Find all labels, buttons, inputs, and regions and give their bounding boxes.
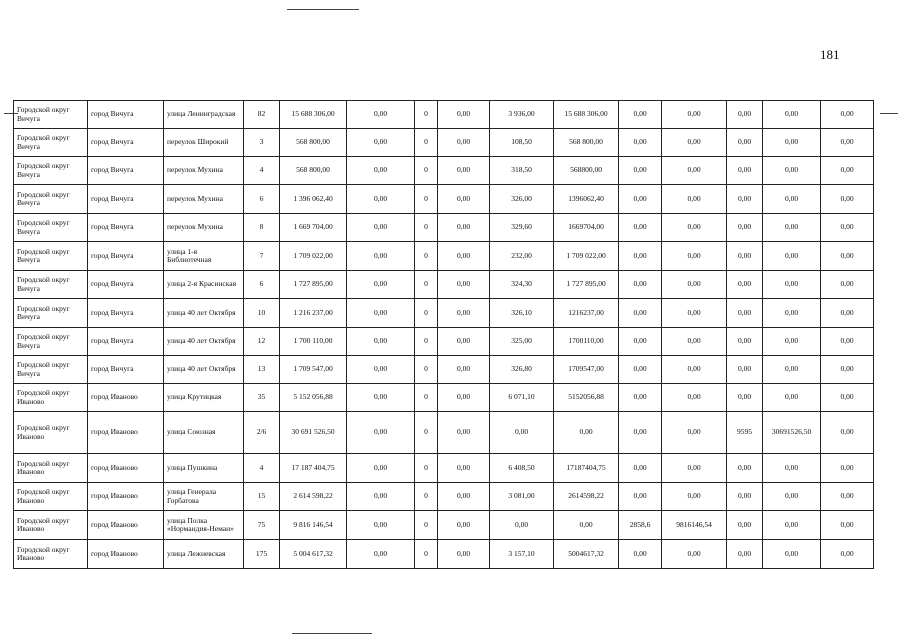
cell-house-number: 15	[244, 483, 280, 511]
cell-col-13: 0,00	[727, 356, 763, 384]
cell-col-10: 1 709 022,00	[554, 242, 619, 271]
cell-settlement: город Вичуга	[88, 101, 164, 129]
cell-total-cost: 1 709 547,00	[280, 356, 347, 384]
cell-col-11: 0,00	[619, 101, 662, 129]
cell-col-13: 0,00	[727, 129, 763, 157]
cell-total-cost: 568 800,00	[280, 157, 347, 185]
cell-col-15: 0,00	[821, 299, 874, 328]
cell-col-15: 0,00	[821, 157, 874, 185]
cell-col-12: 9816146,54	[662, 511, 727, 540]
table-row	[14, 101, 874, 129]
cell-total-cost: 1 216 237,00	[280, 299, 347, 328]
cell-settlement: город Вичуга	[88, 214, 164, 242]
cell-col-6: 0,00	[347, 299, 415, 328]
table-row	[14, 540, 874, 569]
cell-col-12: 0,00	[662, 185, 727, 214]
cell-col-11: 0,00	[619, 328, 662, 356]
scan-artifact-right	[880, 113, 898, 114]
cell-house-number: 4	[244, 157, 280, 185]
cell-col-14: 0,00	[763, 328, 821, 356]
cell-house-number: 13	[244, 356, 280, 384]
table-row	[14, 129, 874, 157]
cell-total-cost: 30 691 526,50	[280, 412, 347, 454]
cell-col-8: 0,00	[438, 384, 490, 412]
cell-col-6: 0,00	[347, 101, 415, 129]
cell-col-14: 0,00	[763, 454, 821, 483]
cell-col-8: 0,00	[438, 214, 490, 242]
cell-col-15: 0,00	[821, 101, 874, 129]
cell-district: Городской округ Вичуга	[14, 328, 88, 356]
cell-col-13: 0,00	[727, 242, 763, 271]
cell-col-8: 0,00	[438, 157, 490, 185]
cell-area: 6 071,10	[490, 384, 554, 412]
cell-col-7: 0	[415, 214, 438, 242]
cell-col-15: 0,00	[821, 185, 874, 214]
table-row	[14, 214, 874, 242]
cell-col-8: 0,00	[438, 129, 490, 157]
table-row	[14, 271, 874, 299]
cell-col-7: 0	[415, 271, 438, 299]
cell-col-14: 0,00	[763, 356, 821, 384]
cell-area: 326,00	[490, 185, 554, 214]
cell-col-13: 0,00	[727, 185, 763, 214]
cell-total-cost: 17 187 404,75	[280, 454, 347, 483]
cell-col-10: 15 688 306,00	[554, 101, 619, 129]
cell-house-number: 82	[244, 101, 280, 129]
cell-area: 0,00	[490, 412, 554, 454]
cell-col-7: 0	[415, 101, 438, 129]
cell-col-8: 0,00	[438, 356, 490, 384]
cell-total-cost: 15 688 306,00	[280, 101, 347, 129]
cell-col-12: 0,00	[662, 412, 727, 454]
cell-area: 3 157,10	[490, 540, 554, 569]
table-row	[14, 356, 874, 384]
cell-total-cost: 1 709 022,00	[280, 242, 347, 271]
cell-col-7: 0	[415, 384, 438, 412]
page-number: 181	[820, 47, 840, 62]
cell-col-7: 0	[415, 454, 438, 483]
cell-street: улица Пушкина	[164, 454, 244, 483]
cell-col-14: 0,00	[763, 271, 821, 299]
cell-col-10: 0,00	[554, 412, 619, 454]
cell-col-11: 0,00	[619, 242, 662, 271]
cell-col-15: 0,00	[821, 384, 874, 412]
cell-house-number: 12	[244, 328, 280, 356]
cell-col-12: 0,00	[662, 328, 727, 356]
cell-col-13: 0,00	[727, 328, 763, 356]
cell-settlement: город Вичуга	[88, 129, 164, 157]
cell-col-14: 0,00	[763, 384, 821, 412]
data-table	[13, 100, 874, 569]
table-row	[14, 328, 874, 356]
cell-total-cost: 1 396 062,40	[280, 185, 347, 214]
cell-street: переулок Мухина	[164, 214, 244, 242]
cell-col-15: 0,00	[821, 511, 874, 540]
cell-col-15: 0,00	[821, 214, 874, 242]
cell-col-8: 0,00	[438, 483, 490, 511]
cell-area: 108,50	[490, 129, 554, 157]
cell-col-10: 17187404,75	[554, 454, 619, 483]
cell-col-8: 0,00	[438, 299, 490, 328]
cell-street: улица Крутицкая	[164, 384, 244, 412]
cell-district: Городской округ Вичуга	[14, 101, 88, 129]
cell-district: Городской округ Вичуга	[14, 214, 88, 242]
cell-settlement: город Иваново	[88, 540, 164, 569]
cell-settlement: город Иваново	[88, 511, 164, 540]
cell-col-13: 0,00	[727, 299, 763, 328]
cell-area: 318,50	[490, 157, 554, 185]
cell-col-8: 0,00	[438, 185, 490, 214]
cell-settlement: город Вичуга	[88, 356, 164, 384]
cell-settlement: город Вичуга	[88, 242, 164, 271]
table-row	[14, 454, 874, 483]
cell-total-cost: 2 614 598,22	[280, 483, 347, 511]
cell-street: улица Ленинградская	[164, 101, 244, 129]
cell-col-15: 0,00	[821, 242, 874, 271]
cell-col-14: 0,00	[763, 157, 821, 185]
cell-col-15: 0,00	[821, 271, 874, 299]
cell-col-11: 0,00	[619, 214, 662, 242]
cell-col-12: 0,00	[662, 483, 727, 511]
cell-col-13: 0,00	[727, 214, 763, 242]
cell-col-7: 0	[415, 185, 438, 214]
cell-col-14: 0,00	[763, 242, 821, 271]
table-row	[14, 384, 874, 412]
cell-street: переулок Широкий	[164, 129, 244, 157]
cell-street: переулок Мухина	[164, 157, 244, 185]
cell-col-6: 0,00	[347, 384, 415, 412]
cell-col-15: 0,00	[821, 540, 874, 569]
cell-street: улица 40 лет Октября	[164, 299, 244, 328]
cell-settlement: город Иваново	[88, 454, 164, 483]
cell-col-15: 0,00	[821, 412, 874, 454]
cell-col-12: 0,00	[662, 299, 727, 328]
cell-house-number: 75	[244, 511, 280, 540]
cell-col-8: 0,00	[438, 454, 490, 483]
table-row	[14, 242, 874, 271]
cell-area: 6 408,50	[490, 454, 554, 483]
cell-col-12: 0,00	[662, 454, 727, 483]
cell-col-11: 0,00	[619, 483, 662, 511]
cell-col-10: 1669704,00	[554, 214, 619, 242]
cell-settlement: город Вичуга	[88, 271, 164, 299]
cell-col-10: 5152056,88	[554, 384, 619, 412]
cell-col-7: 0	[415, 540, 438, 569]
cell-total-cost: 9 816 146,54	[280, 511, 347, 540]
cell-settlement: город Вичуга	[88, 299, 164, 328]
cell-col-13: 0,00	[727, 540, 763, 569]
cell-col-15: 0,00	[821, 483, 874, 511]
cell-col-6: 0,00	[347, 454, 415, 483]
cell-col-12: 0,00	[662, 214, 727, 242]
cell-col-10: 1396062,40	[554, 185, 619, 214]
cell-col-15: 0,00	[821, 129, 874, 157]
cell-district: Городской округ Вичуга	[14, 242, 88, 271]
cell-street: переулок Мухина	[164, 185, 244, 214]
cell-house-number: 35	[244, 384, 280, 412]
cell-col-15: 0,00	[821, 454, 874, 483]
scan-artifact-top	[287, 9, 359, 10]
cell-area: 232,00	[490, 242, 554, 271]
cell-col-6: 0,00	[347, 511, 415, 540]
cell-col-12: 0,00	[662, 540, 727, 569]
cell-district: Городской округ Иваново	[14, 412, 88, 454]
cell-col-14: 0,00	[763, 101, 821, 129]
scan-artifact-bottom	[292, 633, 372, 634]
cell-col-12: 0,00	[662, 101, 727, 129]
cell-settlement: город Вичуга	[88, 328, 164, 356]
cell-area: 324,30	[490, 271, 554, 299]
cell-total-cost: 1 669 704,00	[280, 214, 347, 242]
table-row	[14, 483, 874, 511]
cell-col-10: 0,00	[554, 511, 619, 540]
table-row	[14, 185, 874, 214]
cell-col-10: 5004617,32	[554, 540, 619, 569]
cell-col-8: 0,00	[438, 328, 490, 356]
cell-col-11: 0,00	[619, 129, 662, 157]
cell-col-6: 0,00	[347, 328, 415, 356]
cell-total-cost: 5 004 617,32	[280, 540, 347, 569]
cell-col-10: 2614598,22	[554, 483, 619, 511]
cell-col-6: 0,00	[347, 185, 415, 214]
cell-col-13: 0,00	[727, 384, 763, 412]
cell-col-8: 0,00	[438, 271, 490, 299]
cell-col-6: 0,00	[347, 483, 415, 511]
cell-col-10: 568 800,00	[554, 129, 619, 157]
cell-col-12: 0,00	[662, 129, 727, 157]
cell-col-14: 0,00	[763, 511, 821, 540]
cell-col-15: 0,00	[821, 356, 874, 384]
cell-col-13: 0,00	[727, 454, 763, 483]
cell-col-6: 0,00	[347, 412, 415, 454]
cell-col-13: 0,00	[727, 271, 763, 299]
table-row	[14, 511, 874, 540]
cell-col-15: 0,00	[821, 328, 874, 356]
cell-col-6: 0,00	[347, 540, 415, 569]
cell-col-6: 0,00	[347, 242, 415, 271]
table-row	[14, 299, 874, 328]
cell-district: Городской округ Иваново	[14, 511, 88, 540]
cell-col-11: 2858,6	[619, 511, 662, 540]
cell-house-number: 175	[244, 540, 280, 569]
cell-col-8: 0,00	[438, 242, 490, 271]
cell-col-11: 0,00	[619, 454, 662, 483]
cell-col-7: 0	[415, 129, 438, 157]
cell-total-cost: 1 727 895,00	[280, 271, 347, 299]
cell-district: Городской округ Иваново	[14, 384, 88, 412]
cell-col-12: 0,00	[662, 157, 727, 185]
cell-district: Городской округ Иваново	[14, 454, 88, 483]
cell-area: 0,00	[490, 511, 554, 540]
cell-col-11: 0,00	[619, 412, 662, 454]
cell-col-7: 0	[415, 328, 438, 356]
cell-house-number: 4	[244, 454, 280, 483]
cell-district: Городской округ Иваново	[14, 483, 88, 511]
cell-settlement: город Иваново	[88, 412, 164, 454]
cell-house-number: 6	[244, 271, 280, 299]
cell-col-10: 1700110,00	[554, 328, 619, 356]
cell-col-13: 0,00	[727, 483, 763, 511]
cell-area: 326,10	[490, 299, 554, 328]
cell-col-7: 0	[415, 483, 438, 511]
cell-col-8: 0,00	[438, 101, 490, 129]
cell-col-13: 0,00	[727, 511, 763, 540]
cell-settlement: город Вичуга	[88, 157, 164, 185]
cell-col-14: 30691526,50	[763, 412, 821, 454]
cell-street: улица 40 лет Октября	[164, 328, 244, 356]
cell-col-8: 0,00	[438, 412, 490, 454]
cell-house-number: 6	[244, 185, 280, 214]
cell-col-8: 0,00	[438, 540, 490, 569]
cell-col-14: 0,00	[763, 214, 821, 242]
cell-col-14: 0,00	[763, 540, 821, 569]
cell-street: улица Союзная	[164, 412, 244, 454]
cell-col-12: 0,00	[662, 356, 727, 384]
cell-district: Городской округ Вичуга	[14, 185, 88, 214]
cell-house-number: 8	[244, 214, 280, 242]
cell-area: 3 081,00	[490, 483, 554, 511]
cell-col-14: 0,00	[763, 483, 821, 511]
cell-street: улица Полка «Нормандия-Неман»	[164, 511, 244, 540]
cell-house-number: 3	[244, 129, 280, 157]
cell-district: Городской округ Вичуга	[14, 299, 88, 328]
cell-col-11: 0,00	[619, 384, 662, 412]
cell-total-cost: 568 800,00	[280, 129, 347, 157]
cell-area: 3 936,00	[490, 101, 554, 129]
cell-col-7: 0	[415, 356, 438, 384]
cell-col-14: 0,00	[763, 185, 821, 214]
cell-street: улица Генерала Горбатова	[164, 483, 244, 511]
cell-col-7: 0	[415, 242, 438, 271]
cell-col-14: 0,00	[763, 129, 821, 157]
cell-col-12: 0,00	[662, 384, 727, 412]
cell-area: 329,60	[490, 214, 554, 242]
cell-col-11: 0,00	[619, 271, 662, 299]
cell-col-11: 0,00	[619, 157, 662, 185]
cell-house-number: 10	[244, 299, 280, 328]
cell-col-11: 0,00	[619, 299, 662, 328]
cell-col-11: 0,00	[619, 356, 662, 384]
cell-col-13: 0,00	[727, 157, 763, 185]
cell-district: Городской округ Вичуга	[14, 157, 88, 185]
cell-col-12: 0,00	[662, 271, 727, 299]
cell-district: Городской округ Вичуга	[14, 356, 88, 384]
cell-house-number: 7	[244, 242, 280, 271]
cell-street: улица Лежневская	[164, 540, 244, 569]
cell-house-number: 2/6	[244, 412, 280, 454]
cell-col-10: 568800,00	[554, 157, 619, 185]
cell-col-11: 0,00	[619, 185, 662, 214]
cell-col-12: 0,00	[662, 242, 727, 271]
cell-col-10: 1216237,00	[554, 299, 619, 328]
cell-col-13: 9595	[727, 412, 763, 454]
cell-street: улица 1-я Библиотечная	[164, 242, 244, 271]
cell-district: Городской округ Вичуга	[14, 271, 88, 299]
cell-col-7: 0	[415, 511, 438, 540]
cell-col-8: 0,00	[438, 511, 490, 540]
cell-col-10: 1 727 895,00	[554, 271, 619, 299]
cell-total-cost: 5 152 056,88	[280, 384, 347, 412]
cell-col-13: 0,00	[727, 101, 763, 129]
cell-col-6: 0,00	[347, 157, 415, 185]
cell-col-6: 0,00	[347, 129, 415, 157]
cell-col-7: 0	[415, 299, 438, 328]
cell-col-7: 0	[415, 412, 438, 454]
cell-col-6: 0,00	[347, 271, 415, 299]
cell-col-6: 0,00	[347, 214, 415, 242]
cell-settlement: город Иваново	[88, 384, 164, 412]
cell-district: Городской округ Иваново	[14, 540, 88, 569]
cell-street: улица 40 лет Октября	[164, 356, 244, 384]
cell-settlement: город Вичуга	[88, 185, 164, 214]
cell-col-14: 0,00	[763, 299, 821, 328]
cell-street: улица 2-я Красинская	[164, 271, 244, 299]
cell-total-cost: 1 700 110,00	[280, 328, 347, 356]
cell-area: 325,00	[490, 328, 554, 356]
cell-col-11: 0,00	[619, 540, 662, 569]
table-row	[14, 412, 874, 454]
cell-col-6: 0,00	[347, 356, 415, 384]
cell-settlement: город Иваново	[88, 483, 164, 511]
cell-district: Городской округ Вичуга	[14, 129, 88, 157]
cell-col-10: 1709547,00	[554, 356, 619, 384]
table-row	[14, 157, 874, 185]
cell-col-7: 0	[415, 157, 438, 185]
cell-area: 326,80	[490, 356, 554, 384]
